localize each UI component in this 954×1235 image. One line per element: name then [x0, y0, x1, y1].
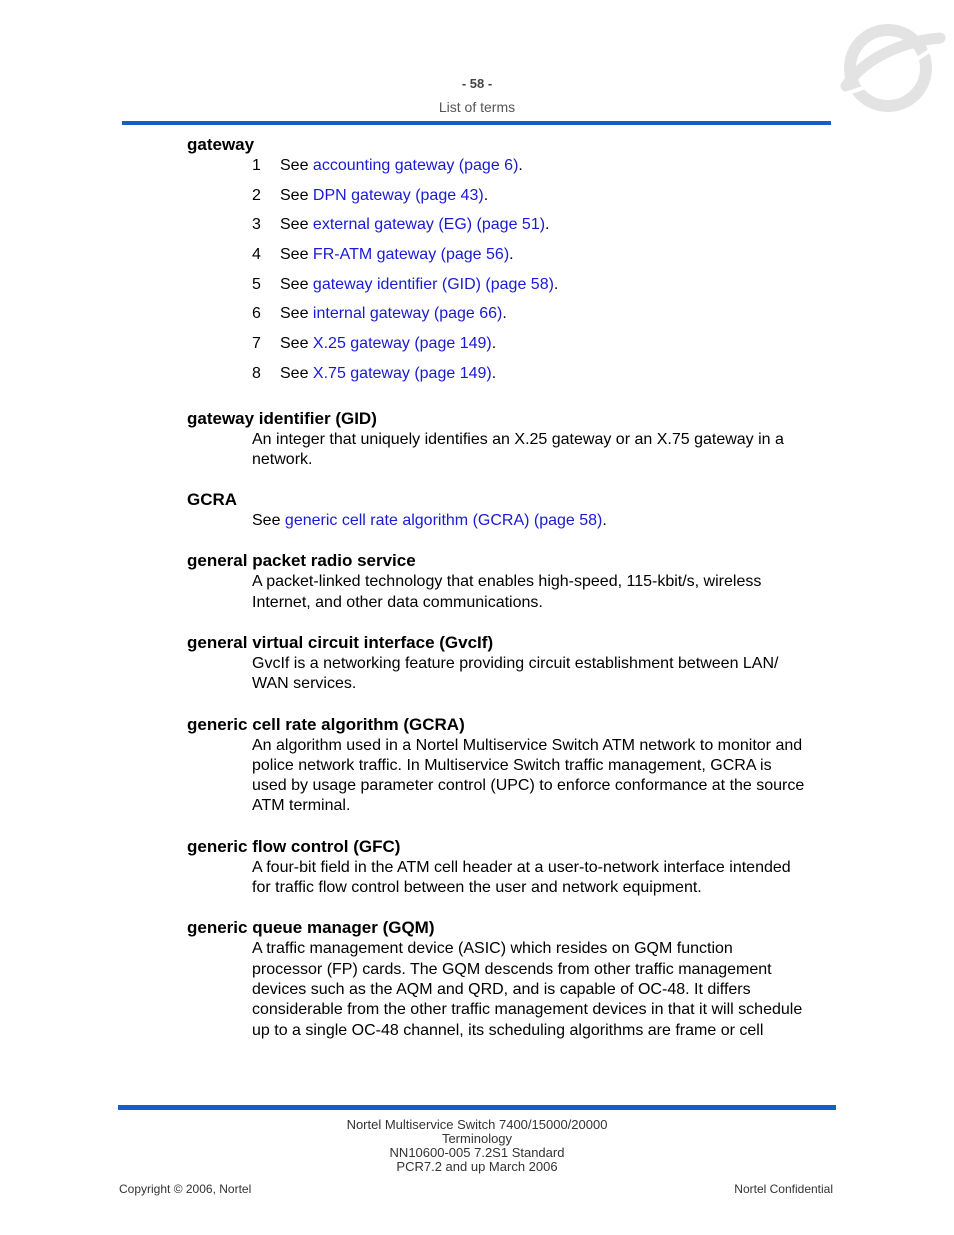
- term-heading: GCRA: [187, 490, 238, 510]
- term-heading: generic cell rate algorithm (GCRA): [187, 714, 465, 734]
- cross-reference-link[interactable]: X.75 gateway (page 149): [312, 364, 492, 382]
- list-item: 1 See accounting gateway (page 6).: [252, 157, 523, 174]
- term-heading: generic queue manager (GQM): [187, 918, 435, 938]
- term-heading: general packet radio service: [187, 551, 416, 571]
- list-item: 6 See internal gateway (page 66).: [252, 305, 507, 323]
- glossary-content: [187, 134, 837, 1060]
- footer-confidential: Nortel Confidential: [734, 1182, 833, 1196]
- list-item: 3 See external gateway (EG) (page 51).: [252, 216, 550, 234]
- definition: GvcIf is a networking feature providing circuit establishment between LAN/ WAN services.: [252, 654, 779, 693]
- footer-copyright: Copyright © 2006, Nortel: [119, 1182, 252, 1196]
- term-heading: gateway identifier (GID): [187, 408, 377, 428]
- cross-reference-link[interactable]: FR-ATM gateway (page 56): [312, 246, 510, 264]
- term-heading: generic flow control (GFC): [187, 836, 401, 856]
- entry-gcra: [187, 714, 837, 817]
- cross-reference-link[interactable]: accounting gateway (page 6): [312, 157, 519, 174]
- list-item: 7 See X.25 gateway (page 149).: [252, 335, 497, 353]
- cross-reference-link[interactable]: gateway identifier (GID) (page 58): [312, 275, 554, 293]
- page-number: - 58 -: [461, 76, 493, 91]
- header-rule: [122, 121, 831, 125]
- definition: A traffic management device (ASIC) which resides on GQM function processor (FP) cards. The GQM descends from other traffic management devices such as the AQM and QRD, and is capable of OC-48. It differs considerable from the other traffic management devices in that it will schedule up to a single OC-48 channel, its scheduling algorithms are frame or cell: [252, 940, 803, 1039]
- footer-product: Nortel Multiservice Switch 7400/15000/20000: [346, 1117, 608, 1132]
- footer-doc-number: NN10600-005 7.2S1 Standard: [389, 1145, 565, 1160]
- footer-doc-title: Terminology: [441, 1131, 513, 1146]
- entry-general-packet-radio-service: [187, 550, 837, 613]
- definition: An integer that uniquely identifies an X.25 gateway or an X.75 gateway in a network.: [252, 430, 784, 468]
- footer-release: PCR7.2 and up March 2006: [396, 1159, 558, 1174]
- entry-gvcif: [187, 632, 837, 695]
- term-heading: general virtual circuit interface (GvcIf): [187, 632, 494, 652]
- entry-gfc: [187, 836, 837, 899]
- cross-reference-link[interactable]: external gateway (EG) (page 51): [312, 216, 546, 234]
- cross-reference-link[interactable]: generic cell rate algorithm (GCRA) (page 58): [284, 512, 603, 530]
- nortel-globe-logo-icon: [836, 16, 946, 116]
- list-item: 4 See FR-ATM gateway (page 56).: [252, 246, 514, 264]
- term-heading: gateway: [187, 135, 255, 154]
- entry-gateway: [187, 134, 837, 394]
- list-item: 8 See X.75 gateway (page 149).: [252, 364, 497, 382]
- entry-gcra-abbrev: [187, 489, 837, 531]
- entry-gateway-identifier: [187, 408, 837, 471]
- list-item: 2 See DPN gateway (page 43).: [252, 186, 489, 204]
- definition: A packet-linked technology that enables high-speed, 115-kbit/s, wireless Internet, and other data communications.: [252, 573, 762, 611]
- cross-reference-link[interactable]: X.25 gateway (page 149): [312, 335, 492, 353]
- cross-reference-link[interactable]: DPN gateway (page 43): [312, 186, 484, 204]
- running-header: List of terms: [438, 99, 516, 115]
- entry-gqm: [187, 917, 837, 1040]
- definition: See generic cell rate algorithm (GCRA) (page 58).: [252, 512, 607, 530]
- cross-reference-link[interactable]: internal gateway (page 66): [312, 305, 503, 323]
- definition: A four-bit field in the ATM cell header at a user-to-network interface intended for traffic flow control between the user and network equipment.: [252, 858, 791, 897]
- list-item: 5 See gateway identifier (GID) (page 58).: [252, 275, 559, 293]
- footer-rule: [118, 1105, 836, 1110]
- definition: An algorithm used in a Nortel Multiservice Switch ATM network to monitor and police network traffic. In Multiservice Switch traffic management, GCRA is used by usage parameter control (UPC) to enforce conformance at the source ATM terminal.: [252, 736, 805, 815]
